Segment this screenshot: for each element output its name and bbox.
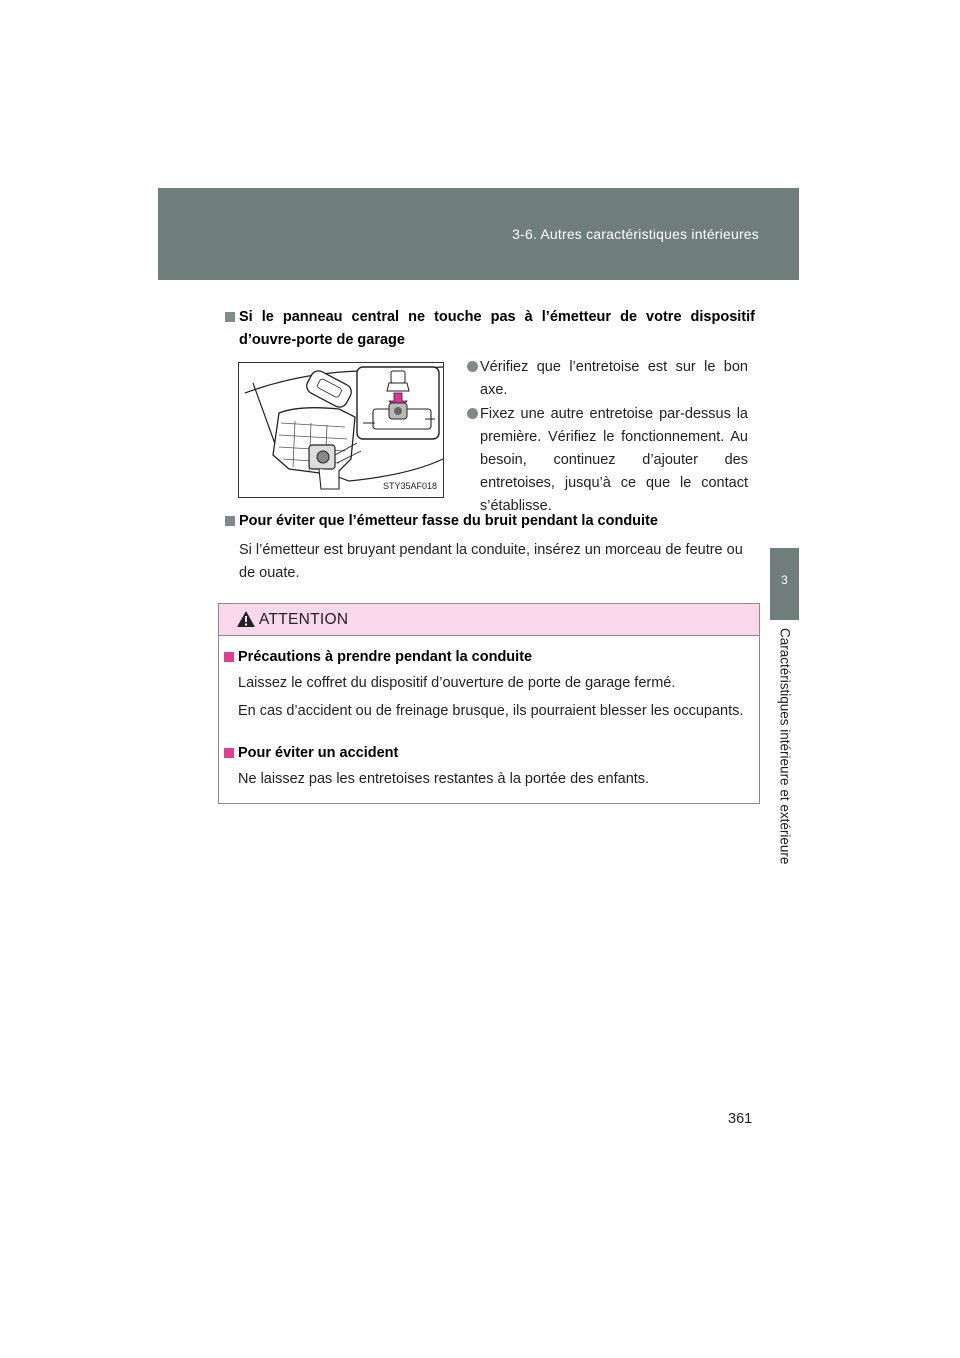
heading-square-icon xyxy=(225,516,235,526)
warning-paragraph: En cas d’accident ou de freinage brusque, ils pourraient blesser les occupants. xyxy=(238,703,744,719)
warning-triangle-icon xyxy=(236,610,256,628)
section-paragraph: Si l’émetteur est bruyant pendant la conduite, insérez un morceau de feutre ou de ouate. xyxy=(239,542,743,581)
page-number: 361 xyxy=(728,1111,753,1127)
section-heading xyxy=(225,306,755,352)
warning-item-heading-text: Précautions à prendre pendant la conduite xyxy=(238,649,533,665)
header-band xyxy=(158,188,799,280)
instruction-bullet xyxy=(467,403,748,518)
chapter-label-text: Caractéristiques intérieure et extérieure xyxy=(777,628,792,865)
overhead-console-illustration xyxy=(239,363,443,497)
warning-box xyxy=(218,603,760,804)
warning-square-icon xyxy=(224,652,234,662)
warning-paragraph: Ne laissez pas les entretoises restantes à la portée des enfants. xyxy=(238,771,650,787)
section-title: 3-6. Autres caractéristiques intérieures xyxy=(512,226,759,242)
warning-title: ATTENTION xyxy=(259,611,349,628)
chapter-number: 3 xyxy=(781,573,788,587)
instruction-bullet xyxy=(467,356,748,402)
section-heading-text: Pour éviter que l’émetteur fasse du bruit pendant la conduite xyxy=(239,513,658,529)
bullet-text: Fixez une autre entretoise par-dessus la première. Vérifiez le fonctionnement. Au besoin, continuez d’ajouter des entretoises, jusqu’à ce que le contact s’établisse. xyxy=(480,406,748,514)
warning-item-heading xyxy=(224,646,754,669)
section-heading-text: Si le panneau central ne touche pas à l’émetteur de votre dispositif d’ouvre-porte de garage xyxy=(239,309,755,348)
warning-paragraph: Laissez le coffret du dispositif d’ouverture de porte de garage fermé. xyxy=(238,675,676,691)
heading-square-icon xyxy=(225,312,235,322)
bullet-dot-icon xyxy=(467,408,478,419)
warning-item-heading-text: Pour éviter un accident xyxy=(238,745,399,761)
chapter-label xyxy=(770,628,799,888)
bullet-dot-icon xyxy=(467,361,478,372)
figure-caption: STY35AF018 xyxy=(382,481,437,491)
warning-item-heading xyxy=(224,742,754,765)
chapter-tab xyxy=(770,548,799,620)
warning-square-icon xyxy=(224,748,234,758)
warning-header xyxy=(219,604,759,636)
spacer-illustration xyxy=(238,362,444,498)
section-heading xyxy=(225,510,755,533)
bullet-text: Vérifiez que l’entretoise est sur le bon axe. xyxy=(480,359,748,398)
